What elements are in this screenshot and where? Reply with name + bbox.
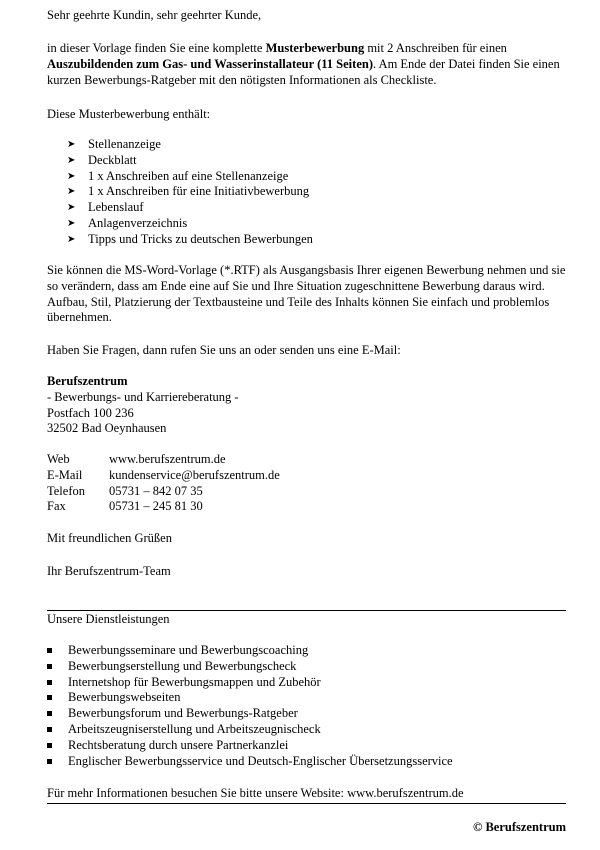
contact-value: 05731 – 245 81 30 — [109, 499, 203, 514]
questions-paragraph: Haben Sie Fragen, dann rufen Sie uns an oder senden uns eine E-Mail: — [47, 343, 401, 357]
services-list-item — [47, 738, 566, 754]
address-line: 32502 Bad Oeynhausen — [47, 421, 167, 436]
services-list-item — [47, 754, 566, 770]
contents-list-item — [47, 184, 566, 200]
contact-row-email — [47, 468, 566, 484]
divider — [47, 803, 566, 804]
contents-list-item — [47, 137, 566, 153]
contact-label: Web — [47, 452, 70, 466]
divider — [47, 610, 566, 611]
intro-paragraph — [47, 41, 566, 88]
services-list-item — [47, 659, 566, 675]
services-list-item — [47, 643, 566, 659]
contents-item-label: Deckblatt — [88, 152, 137, 167]
intro-bold-title: Auszubildenden zum Gas- und Wasserinstallateur (11 Seiten) — [47, 56, 373, 71]
contents-heading: Diese Musterbewerbung enthält: — [47, 107, 211, 121]
square-bullet-icon — [47, 711, 52, 716]
contact-value: kundenservice@berufszentrum.de — [109, 467, 280, 482]
arrowhead-bullet-icon: ➤ — [67, 139, 76, 150]
square-bullet-icon — [47, 743, 52, 748]
signature: Ihr Berufszentrum-Team — [47, 564, 171, 578]
arrowhead-bullet-icon: ➤ — [67, 217, 76, 229]
contact-label: E-Mail — [47, 467, 83, 482]
services-heading: Unsere Dienstleistungen — [47, 612, 170, 626]
company-address — [47, 374, 566, 437]
more-info-text: Für mehr Informationen besuchen Sie bitte unsere Website: www.berufszentrum.de — [47, 786, 464, 800]
contents-list — [47, 137, 566, 248]
square-bullet-icon — [47, 727, 52, 732]
services-list-item — [47, 675, 566, 691]
intro-text-3: . Am Ende der Datei finden Sie einen kurzen Bewerbungs-Ratgeber mit den nötigsten Informationen als Checkliste. — [47, 56, 560, 87]
contents-list-item — [47, 153, 566, 169]
square-bullet-icon — [47, 680, 52, 685]
services-list-item — [47, 722, 566, 738]
contents-list-item — [47, 232, 566, 248]
service-label: Englischer Bewerbungsservice und Deutsch-Englischer Übersetzungsservice — [68, 753, 453, 768]
arrowhead-bullet-icon: ➤ — [67, 154, 76, 166]
square-bullet-icon — [47, 664, 52, 669]
contact-table — [47, 452, 566, 515]
service-label: Bewerbungsforum und Bewerbungs-Ratgeber — [68, 706, 298, 721]
copyright-notice: © Berufszentrum — [473, 820, 566, 834]
contents-list-item — [47, 216, 566, 232]
salutation: Sehr geehrte Kundin, sehr geehrter Kunde, — [47, 8, 262, 22]
company-tagline: - Bewerbungs- und Karriereberatung - — [47, 389, 239, 404]
contact-value: www.berufszentrum.de — [109, 452, 226, 466]
service-label: Arbeitszeugniserstellung und Arbeitszeugnischeck — [68, 721, 321, 736]
contact-label: Fax — [47, 499, 66, 514]
company-name: Berufszentrum — [47, 374, 128, 388]
services-list-item — [47, 690, 566, 706]
contact-row-fax — [47, 499, 566, 515]
contents-item-label: Stellenanzeige — [88, 137, 161, 151]
square-bullet-icon — [47, 759, 52, 764]
contents-list-item — [47, 169, 566, 185]
service-label: Internetshop für Bewerbungsmappen und Zubehör — [68, 674, 321, 689]
arrowhead-bullet-icon: ➤ — [67, 233, 76, 245]
intro-text-2: mit 2 Anschreiben für einen — [364, 41, 507, 55]
intro-bold-product: Musterbewerbung — [265, 41, 365, 55]
services-list-item — [47, 706, 566, 722]
address-line: Postfach 100 236 — [47, 405, 134, 420]
square-bullet-icon — [47, 648, 52, 653]
square-bullet-icon — [47, 695, 52, 700]
contents-item-label: Anlagenverzeichnis — [88, 215, 188, 230]
contact-row-phone — [47, 484, 566, 500]
service-label: Bewerbungserstellung und Bewerbungscheck — [68, 658, 297, 673]
service-label: Bewerbungswebseiten — [68, 690, 181, 705]
contents-item-label: 1 x Anschreiben auf eine Stellenanzeige — [88, 168, 289, 183]
contact-label: Telefon — [47, 483, 85, 498]
contents-item-label: Lebenslauf — [88, 200, 144, 215]
closing: Mit freundlichen Grüßen — [47, 531, 172, 545]
services-list — [47, 643, 566, 769]
service-label: Bewerbungsseminare und Bewerbungscoaching — [68, 643, 309, 657]
arrowhead-bullet-icon: ➤ — [67, 186, 76, 198]
service-label: Rechtsberatung durch unsere Partnerkanzlei — [68, 737, 289, 752]
contents-item-label: Tipps und Tricks zu deutschen Bewerbungen — [88, 231, 313, 246]
arrowhead-bullet-icon: ➤ — [67, 202, 76, 214]
contact-row-web — [47, 452, 566, 468]
contents-item-label: 1 x Anschreiben für eine Initiativbewerbung — [88, 184, 310, 199]
contents-list-item — [47, 200, 566, 216]
contact-value: 05731 – 842 07 35 — [109, 483, 203, 498]
usage-paragraph: Sie können die MS-Word-Vorlage (*.RTF) als Ausgangsbasis Ihrer eigenen Bewerbung nehmen und sie so verändern, dass am Ende eine auf Sie und Ihre Situation zugeschnittene Bewerbung daraus wird. Aufbau, Stil, Platzierung der Textbausteine und Teile des Inhalts können Sie einfach und problemlos übernehmen. — [47, 263, 566, 325]
arrowhead-bullet-icon: ➤ — [67, 170, 76, 182]
intro-text-1: in dieser Vorlage finden Sie eine komplette — [47, 41, 266, 55]
